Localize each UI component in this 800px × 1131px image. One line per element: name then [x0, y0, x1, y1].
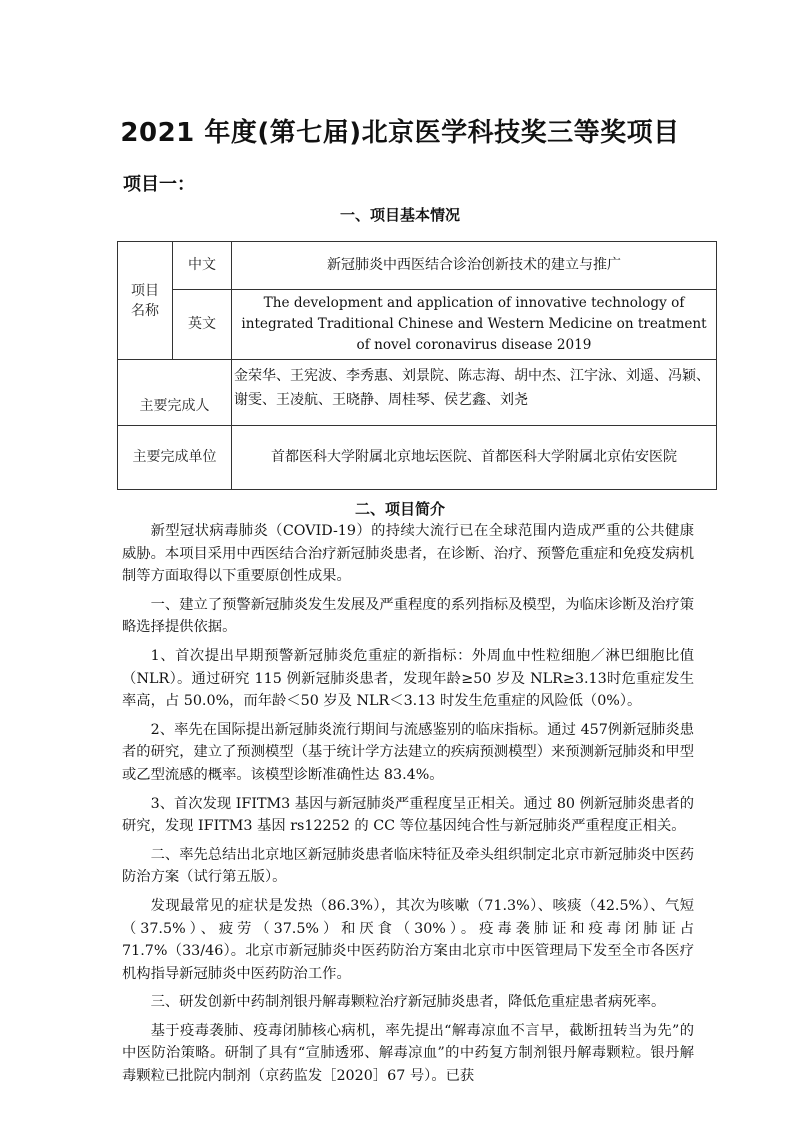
cn-name-cell: [232, 242, 717, 290]
cn-label: 中文: [188, 257, 216, 273]
intro-paragraph-4: 2、率先在国际提出新冠肺炎流行期间与流感鉴别的临床指标。通过 457例新冠肺炎患者的研究，建立了预测模型（基于统计学方法建立的疾病预测模型）来预测新冠肺炎和甲型或乙型流感的概率。该模型诊断准确性达 83.4%。: [122, 721, 694, 783]
intro-paragraph-1: 新型冠状病毒肺炎（COVID-19）的持续大流行已在全球范围内造成严重的公共健康威胁。本项目采用中西医结合治疗新冠肺炎患者，在诊断、治疗、预警危重症和免疫发病机制等方面取得以下重要原创性成果。: [122, 523, 694, 585]
intro-paragraph-5: 3、首次发现 IFITM3 基因与新冠肺炎严重程度呈正相关。通过 80 例新冠肺炎患者的研究，发现 IFITM3 基因 rs12252 的 CC 等位基因纯合性与新冠肺炎严重程度正相关。: [122, 795, 694, 835]
en-project-name: The development and application of innovative technology of integrated Traditional Chinese and Western Medicine on treatment of novel coronavirus disease 2019: [241, 295, 707, 353]
units-cell: [232, 426, 717, 490]
intro-paragraph-3: 1、首次提出早期预警新冠肺炎危重症的新指标：外周血中性粒细胞／淋巴细胞比值（NLR）。通过研究 115 例新冠肺炎患者，发现年龄≥50 岁及 NLR≥3.13时危重症发生率高，占 50.0%，而年龄＜50 岁及 NLR＜3.13 时发生危重症的风险低（0%）。: [122, 647, 694, 710]
section1-heading: 一、项目基本情况: [339, 206, 460, 224]
intro-paragraph-9: 基于疫毒袭肺、疫毒闭肺核心病机，率先提出“解毒凉血不言早，截断扭转当为先”的中医防治策略。研制了具有“宣肺透邪、解毒凉血”的中药复方制剂银丹解毒颗粒。银丹解毒颗粒已批院内制剂（京药监发［2020］67 号）。已获: [122, 1022, 694, 1085]
persons-label: 主要完成人: [139, 398, 210, 414]
intro-body: [122, 520, 694, 1092]
units-label: 主要完成单位: [132, 449, 217, 465]
item-label: 项目一：: [123, 174, 195, 195]
project-name-label-cell: [118, 242, 173, 360]
en-label: 英文: [188, 316, 216, 332]
intro-paragraph-6: 二、率先总结出北京地区新冠肺炎患者临床特征及牵头组织制定北京市新冠肺炎中医药防治方案（试行第五版）。: [122, 846, 694, 886]
intro-paragraph-2: 一、建立了预警新冠肺炎发生发展及严重程度的系列指标及模型，为临床诊断及治疗策略选择提供依据。: [122, 596, 694, 636]
completion-units: 首都医科大学附属北京地坛医院、首都医科大学附属北京佑安医院: [271, 449, 677, 465]
project-info-table: [117, 241, 717, 490]
intro-paragraph-7: 发现最常见的症状是发热（86.3%），其次为咳嗽（71.3%）、咳痰（42.5%）、气短（37.5%）、疲劳（37.5%）和厌食（30%）。疫毒袭肺证和疫毒闭肺证占71.7%（33/46）。北京市新冠肺炎中医药防治方案由北京市中医管理局下发至全市各医疗机构指导新冠肺炎中医药防治工作。: [122, 897, 694, 982]
units-label-cell: [118, 426, 232, 490]
document-title: 2021 年度(第七届)北京医学科技奖三等奖项目: [120, 118, 680, 148]
cn-label-cell: [173, 242, 232, 290]
en-name-cell: [232, 290, 717, 360]
en-label-cell: [173, 290, 232, 360]
completion-persons: 金荣华、王宪波、李秀惠、刘景院、陈志海、胡中杰、江宇泳、刘遥、冯颖、 谢雯、王凌航、王晓静、周桂琴、侯艺鑫、刘尧: [234, 368, 710, 408]
section2-heading: 二、项目简介: [354, 500, 445, 518]
cn-project-name: 新冠肺炎中西医结合诊治创新技术的建立与推广: [327, 257, 621, 273]
persons-cell: [232, 360, 717, 426]
persons-label-cell: [118, 360, 232, 426]
intro-paragraph-8: 三、研发创新中药制剂银丹解毒颗粒治疗新冠肺炎患者，降低危重症患者病死率。: [150, 994, 666, 1011]
project-name-label: 项目名称: [131, 282, 159, 319]
